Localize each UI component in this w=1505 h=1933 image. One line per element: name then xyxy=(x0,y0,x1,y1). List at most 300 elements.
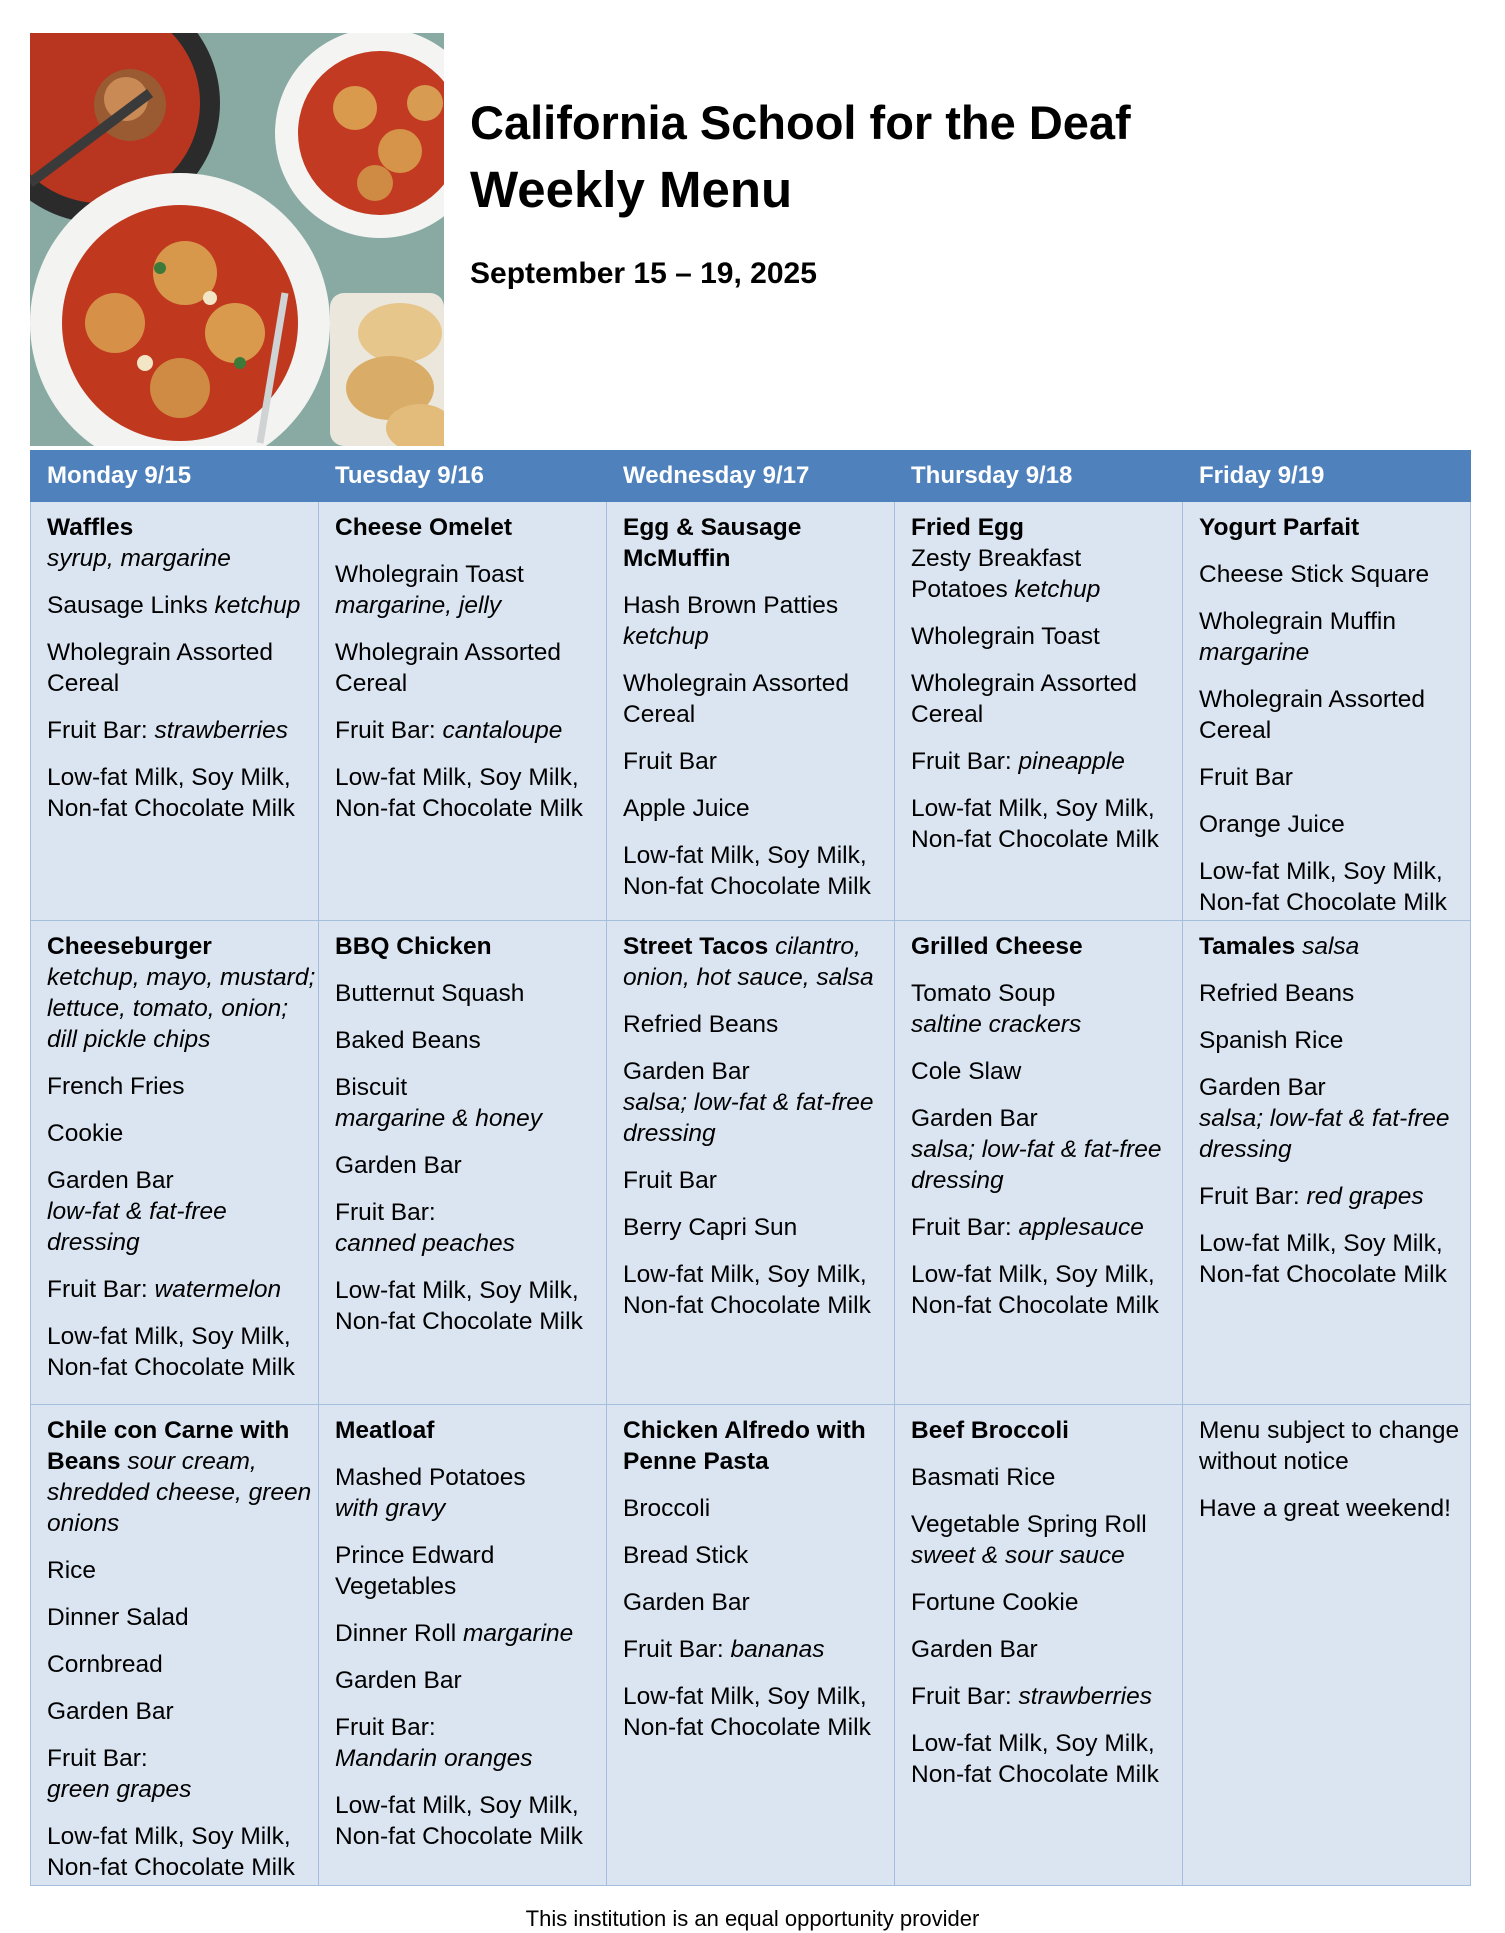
menu-item xyxy=(911,621,1180,652)
menu-row-lunch xyxy=(31,921,1471,1405)
menu-item-line xyxy=(911,1056,1180,1087)
menu-item-line xyxy=(1199,1493,1468,1524)
menu-cell xyxy=(31,921,319,1405)
page-title: Weekly Menu xyxy=(470,161,793,218)
menu-item xyxy=(623,590,892,652)
menu-text: Wholegrain Assorted Cereal xyxy=(47,639,274,697)
menu-text: Low-fat Milk, Soy Milk, Non-fat Chocolate Milk xyxy=(1199,1230,1447,1288)
menu-text: Low-fat Milk, Soy Milk, Non-fat Chocolate Milk xyxy=(1199,858,1447,916)
menu-item xyxy=(335,931,604,962)
menu-item-line xyxy=(623,1415,892,1477)
menu-item xyxy=(47,1274,316,1305)
menu-text: French Fries xyxy=(47,1073,185,1100)
menu-text: Cornbread xyxy=(47,1651,163,1678)
menu-cell xyxy=(895,1405,1183,1886)
menu-item-line xyxy=(1199,1415,1468,1477)
menu-item-line xyxy=(335,1790,604,1852)
menu-item-line xyxy=(47,715,316,746)
dish-accompaniment: low-fat & fat-free dressing xyxy=(47,1198,227,1256)
menu-item-line xyxy=(623,1259,892,1321)
menu-item-line xyxy=(911,1259,1180,1321)
menu-item xyxy=(623,931,892,993)
menu-cell xyxy=(895,921,1183,1405)
dish-accompaniment: ketchup, mayo, mustard; lettuce, tomato, onion; dill pickle chips xyxy=(47,964,316,1053)
menu-item xyxy=(47,1071,316,1102)
menu-text: Low-fat Milk, Soy Milk, Non-fat Chocolate Milk xyxy=(47,1323,295,1381)
menu-text: Cheese Stick Square xyxy=(1199,561,1430,588)
menu-text: Vegetable Spring Roll xyxy=(911,1511,1147,1538)
menu-item xyxy=(623,793,892,824)
menu-item-line xyxy=(47,1415,316,1539)
dish-accompaniment: salsa xyxy=(1302,933,1360,960)
menu-item-line xyxy=(335,1665,604,1696)
menu-text: Tomato Soup xyxy=(911,980,1056,1007)
menu-text: Wholegrain Assorted Cereal xyxy=(335,639,562,697)
menu-text: Refried Beans xyxy=(1199,980,1355,1007)
dish-accompaniment: pineapple xyxy=(1018,748,1125,775)
dish-accompaniment: watermelon xyxy=(154,1276,282,1303)
menu-item-line xyxy=(623,1681,892,1743)
dish-accompaniment: sour cream, shredded cheese, green onions xyxy=(47,1448,312,1537)
menu-text: Wholegrain Assorted Cereal xyxy=(623,670,850,728)
dish-accompaniment: red grapes xyxy=(1306,1183,1424,1210)
menu-item-line xyxy=(1199,637,1468,668)
menu-text: Spanish Rice xyxy=(1199,1027,1344,1054)
menu-text: Apple Juice xyxy=(623,795,750,822)
menu-item-line xyxy=(1199,684,1468,746)
dish-accompaniment: green grapes xyxy=(47,1776,192,1803)
menu-text: Wholegrain Assorted Cereal xyxy=(1199,686,1426,744)
dish-name: Chicken Alfredo with Penne Pasta xyxy=(623,1417,866,1475)
menu-item xyxy=(335,559,604,621)
menu-item xyxy=(911,1056,1180,1087)
menu-item-line xyxy=(335,590,604,621)
dish-name: Meatloaf xyxy=(335,1417,435,1444)
menu-item-line xyxy=(1199,809,1468,840)
menu-item xyxy=(1199,684,1468,746)
menu-item xyxy=(623,1056,892,1149)
menu-item xyxy=(911,1415,1180,1446)
menu-item xyxy=(911,1259,1180,1321)
menu-text: Wholegrain Muffin xyxy=(1199,608,1397,635)
menu-text: Garden Bar xyxy=(911,1636,1038,1663)
menu-item-line xyxy=(47,1165,316,1196)
dish-name: Street Tacos xyxy=(623,933,776,960)
menu-text: Garden Bar xyxy=(623,1589,750,1616)
menu-text: Low-fat Milk, Soy Milk, Non-fat Chocolate Milk xyxy=(911,1730,1159,1788)
dish-accompaniment: with gravy xyxy=(335,1495,446,1522)
menu-item xyxy=(335,762,604,824)
menu-item-line xyxy=(335,637,604,699)
menu-item xyxy=(335,1618,604,1649)
menu-text: Wholegrain Toast xyxy=(335,561,524,588)
menu-item xyxy=(911,978,1180,1040)
menu-item-line xyxy=(1199,1181,1468,1212)
menu-text: Garden Bar xyxy=(335,1152,462,1179)
menu-cell xyxy=(607,921,895,1405)
menu-item-line xyxy=(623,1056,892,1087)
day-header-thursday: Thursday 9/18 xyxy=(895,451,1183,502)
menu-item-line xyxy=(47,962,316,1055)
menu-item-line xyxy=(47,1555,316,1586)
menu-item-line xyxy=(47,512,316,543)
dish-accompaniment: cantaloupe xyxy=(442,717,563,744)
menu-cell xyxy=(1183,502,1471,921)
menu-item-line xyxy=(1199,559,1468,590)
menu-item-line xyxy=(623,793,892,824)
menu-cell xyxy=(895,502,1183,921)
menu-item-line xyxy=(911,1634,1180,1665)
menu-item-line xyxy=(911,1415,1180,1446)
menu-item xyxy=(623,840,892,902)
dish-accompaniment: sweet & sour sauce xyxy=(911,1542,1125,1569)
menu-item-line xyxy=(47,637,316,699)
menu-item xyxy=(911,1103,1180,1196)
menu-item-line xyxy=(623,590,892,621)
menu-item xyxy=(623,1493,892,1524)
menu-text: Fruit Bar: xyxy=(47,1276,155,1303)
menu-item-line xyxy=(911,1462,1180,1493)
menu-item-line xyxy=(1199,1025,1468,1056)
menu-item-line xyxy=(623,931,892,993)
menu-cell xyxy=(31,502,319,921)
dish-name: Chile con Carne with Beans xyxy=(47,1417,290,1475)
menu-item-line xyxy=(623,621,892,652)
menu-text: Dinner Salad xyxy=(47,1604,189,1631)
menu-item-line xyxy=(623,1493,892,1524)
dish-accompaniment: margarine xyxy=(463,1620,574,1647)
menu-item xyxy=(623,1259,892,1321)
menu-text: Bread Stick xyxy=(623,1542,749,1569)
menu-text: Fruit Bar: xyxy=(335,717,443,744)
dish-accompaniment: margarine, jelly xyxy=(335,592,502,619)
menu-item xyxy=(335,1790,604,1852)
menu-item xyxy=(1199,1072,1468,1165)
menu-item-line xyxy=(47,1118,316,1149)
dish-name: Egg & Sausage McMuffin xyxy=(623,514,802,572)
menu-item-line xyxy=(911,931,1180,962)
dish-accompaniment: ketchup xyxy=(623,623,709,650)
menu-cell xyxy=(319,502,607,921)
menu-item-line xyxy=(911,1509,1180,1540)
menu-item xyxy=(335,1197,604,1259)
menu-item-line xyxy=(47,1696,316,1727)
dish-accompaniment: saltine crackers xyxy=(911,1011,1082,1038)
menu-item-line xyxy=(911,746,1180,777)
menu-item-line xyxy=(911,543,1180,605)
menu-item-line xyxy=(47,543,316,574)
menu-text: Wholegrain Toast xyxy=(911,623,1100,650)
menu-item-line xyxy=(47,1821,316,1883)
menu-item xyxy=(335,1025,604,1056)
menu-item xyxy=(335,1462,604,1524)
dish-accompaniment: ketchup xyxy=(214,592,301,619)
menu-text: Low-fat Milk, Soy Milk, Non-fat Chocolate Milk xyxy=(623,1683,871,1741)
menu-text: Zesty Breakfast Potatoes xyxy=(911,545,1082,603)
menu-cell xyxy=(607,502,895,921)
menu-item xyxy=(623,1165,892,1196)
menu-item-line xyxy=(911,1134,1180,1196)
menu-text: Dinner Roll xyxy=(335,1620,463,1647)
dish-accompaniment: canned peaches xyxy=(335,1230,515,1257)
menu-item xyxy=(47,1696,316,1727)
menu-item-line xyxy=(335,1415,604,1446)
menu-item-line xyxy=(1199,856,1468,918)
dish-name: Beef Broccoli xyxy=(911,1417,1069,1444)
menu-item-line xyxy=(623,668,892,730)
menu-item xyxy=(47,512,316,574)
menu-text: Baked Beans xyxy=(335,1027,481,1054)
dish-accompaniment: ketchup xyxy=(1014,576,1101,603)
menu-item-line xyxy=(911,978,1180,1009)
menu-item-line xyxy=(47,1743,316,1774)
menu-text: Wholegrain Assorted Cereal xyxy=(911,670,1138,728)
dish-accompaniment: syrup, margarine xyxy=(47,545,231,572)
menu-item xyxy=(47,1743,316,1805)
menu-item-line xyxy=(335,762,604,824)
menu-item xyxy=(335,1275,604,1337)
menu-item xyxy=(623,1587,892,1618)
menu-text: Low-fat Milk, Soy Milk, Non-fat Chocolate Milk xyxy=(335,764,583,822)
menu-text: Garden Bar xyxy=(911,1105,1038,1132)
menu-item-line xyxy=(1199,1103,1468,1165)
menu-text: Low-fat Milk, Soy Milk, Non-fat Chocolate Milk xyxy=(335,1792,583,1850)
menu-item xyxy=(1199,762,1468,793)
menu-text: Menu subject to change without notice xyxy=(1199,1417,1460,1475)
menu-item xyxy=(1199,856,1468,918)
menu-text: Fruit Bar xyxy=(623,748,717,775)
menu-item xyxy=(623,1009,892,1040)
dish-name: Cheeseburger xyxy=(47,933,212,960)
menu-text: Fruit Bar xyxy=(1199,764,1293,791)
dish-name: BBQ Chicken xyxy=(335,933,492,960)
menu-item xyxy=(335,1415,604,1446)
menu-item xyxy=(335,1665,604,1696)
menu-item-line xyxy=(623,1087,892,1149)
menu-item xyxy=(335,1712,604,1774)
menu-item xyxy=(335,1540,604,1602)
menu-item xyxy=(47,1165,316,1258)
title-block xyxy=(470,92,1131,294)
menu-text: Have a great weekend! xyxy=(1199,1495,1451,1522)
menu-item-line xyxy=(47,1774,316,1805)
menu-item-line xyxy=(911,1103,1180,1134)
menu-item-line xyxy=(623,1212,892,1243)
menu-item-line xyxy=(335,1103,604,1134)
menu-item xyxy=(623,1634,892,1665)
dish-name: Grilled Cheese xyxy=(911,933,1083,960)
menu-text: Broccoli xyxy=(623,1495,711,1522)
menu-item-line xyxy=(623,1634,892,1665)
menu-item xyxy=(911,746,1180,777)
menu-item xyxy=(335,715,604,746)
menu-item-line xyxy=(335,1228,604,1259)
menu-item xyxy=(1199,1493,1468,1524)
menu-item-line xyxy=(911,668,1180,730)
menu-item xyxy=(911,1212,1180,1243)
menu-item-line xyxy=(911,512,1180,543)
menu-text: Rice xyxy=(47,1557,97,1584)
menu-item-line xyxy=(47,1071,316,1102)
menu-text: Garden Bar xyxy=(47,1698,174,1725)
menu-item-line xyxy=(911,1540,1180,1571)
menu-text: Cole Slaw xyxy=(911,1058,1022,1085)
menu-item-line xyxy=(911,793,1180,855)
menu-item-line xyxy=(335,1462,604,1493)
menu-item-line xyxy=(335,1072,604,1103)
menu-row-breakfast xyxy=(31,502,1471,921)
menu-text: Orange Juice xyxy=(1199,811,1345,838)
menu-item-line xyxy=(1199,1072,1468,1103)
menu-item xyxy=(623,1415,892,1477)
menu-text: Low-fat Milk, Soy Milk, Non-fat Chocolate Milk xyxy=(911,1261,1159,1319)
menu-item xyxy=(47,637,316,699)
menu-item-line xyxy=(335,559,604,590)
menu-item xyxy=(623,1540,892,1571)
menu-item-line xyxy=(1199,606,1468,637)
menu-text: Fruit Bar: xyxy=(911,748,1019,775)
menu-item-line xyxy=(335,1712,604,1743)
menu-cell xyxy=(1183,1405,1471,1886)
menu-item xyxy=(911,931,1180,962)
footer-notice: This institution is an equal opportunity provider xyxy=(525,1906,980,1931)
menu-item xyxy=(1199,931,1468,962)
menu-item xyxy=(1199,559,1468,590)
menu-text: Low-fat Milk, Soy Milk, Non-fat Chocolate Milk xyxy=(335,1277,583,1335)
dish-name: Yogurt Parfait xyxy=(1199,514,1360,541)
menu-item-line xyxy=(335,1493,604,1524)
menu-item xyxy=(1199,606,1468,668)
menu-text: Fruit Bar: xyxy=(1199,1183,1307,1210)
menu-item xyxy=(911,1587,1180,1618)
dish-accompaniment: margarine & honey xyxy=(335,1105,543,1132)
dish-accompaniment: applesauce xyxy=(1018,1214,1144,1241)
menu-item xyxy=(335,512,604,543)
menu-item xyxy=(623,512,892,574)
menu-item-line xyxy=(623,1540,892,1571)
menu-item-line xyxy=(47,590,316,621)
day-header-tuesday: Tuesday 9/16 xyxy=(319,451,607,502)
menu-item xyxy=(335,637,604,699)
menu-item-line xyxy=(47,931,316,962)
menu-item-line xyxy=(335,1275,604,1337)
menu-item xyxy=(335,978,604,1009)
menu-text: Fruit Bar: xyxy=(335,1714,436,1741)
menu-text: Fruit Bar: xyxy=(911,1214,1019,1241)
menu-cell xyxy=(319,921,607,1405)
menu-item xyxy=(1199,1025,1468,1056)
menu-text: Low-fat Milk, Soy Milk, Non-fat Chocolate Milk xyxy=(623,1261,871,1319)
menu-item xyxy=(47,590,316,621)
menu-item xyxy=(623,1681,892,1743)
menu-item-line xyxy=(623,512,892,574)
menu-item-line xyxy=(911,1212,1180,1243)
menu-item-line xyxy=(335,978,604,1009)
menu-cell xyxy=(31,1405,319,1886)
menu-item xyxy=(911,1681,1180,1712)
menu-item-line xyxy=(47,1196,316,1258)
menu-item-line xyxy=(47,762,316,824)
menu-item-line xyxy=(335,1150,604,1181)
menu-item xyxy=(911,1634,1180,1665)
menu-item xyxy=(1199,809,1468,840)
menu-text: Garden Bar xyxy=(623,1058,750,1085)
menu-item-line xyxy=(1199,1228,1468,1290)
menu-text: Prince Edward Vegetables xyxy=(335,1542,495,1600)
menu-item xyxy=(623,746,892,777)
school-name: California School for the Deaf xyxy=(470,96,1131,149)
menu-item xyxy=(911,1728,1180,1790)
dish-accompaniment: salsa; low-fat & fat-free dressing xyxy=(911,1136,1162,1194)
menu-text: Low-fat Milk, Soy Milk, Non-fat Chocolate Milk xyxy=(623,842,871,900)
menu-item xyxy=(47,1415,316,1539)
menu-item-line xyxy=(335,1540,604,1602)
menu-item-line xyxy=(335,512,604,543)
menu-item xyxy=(623,1212,892,1243)
menu-item xyxy=(911,1462,1180,1493)
menu-text: Fruit Bar: xyxy=(623,1636,731,1663)
menu-dates: September 15 – 19, 2025 xyxy=(470,257,817,290)
menu-item xyxy=(1199,1228,1468,1290)
menu-item xyxy=(911,793,1180,855)
menu-item xyxy=(335,1150,604,1181)
menu-text: Refried Beans xyxy=(623,1011,779,1038)
dish-name: Tamales xyxy=(1199,933,1303,960)
weekly-menu-table xyxy=(30,450,1471,1886)
dish-accompaniment: strawberries xyxy=(154,717,288,744)
menu-item xyxy=(47,931,316,1055)
menu-text: Low-fat Milk, Soy Milk, Non-fat Chocolate Milk xyxy=(47,764,295,822)
menu-item-line xyxy=(335,1618,604,1649)
menu-text: Biscuit xyxy=(335,1074,408,1101)
menu-item xyxy=(47,1555,316,1586)
menu-text: Garden Bar xyxy=(335,1667,462,1694)
menu-item-line xyxy=(335,931,604,962)
menu-text: Hash Brown Patties xyxy=(623,592,839,619)
menu-item-line xyxy=(335,1197,604,1228)
menu-text: Fortune Cookie xyxy=(911,1589,1079,1616)
menu-item-line xyxy=(1199,762,1468,793)
menu-item-line xyxy=(911,1728,1180,1790)
menu-item-line xyxy=(623,1165,892,1196)
menu-item xyxy=(47,715,316,746)
menu-text: Fruit Bar: xyxy=(47,717,155,744)
menu-item-line xyxy=(335,1743,604,1774)
menu-item xyxy=(623,668,892,730)
menu-text: Fruit Bar: xyxy=(335,1199,436,1226)
menu-item-line xyxy=(47,1602,316,1633)
dish-name: Waffles xyxy=(47,514,134,541)
menu-cell xyxy=(1183,921,1471,1405)
menu-item xyxy=(1199,1181,1468,1212)
menu-item-line xyxy=(911,621,1180,652)
menu-item xyxy=(47,1821,316,1883)
menu-item xyxy=(1199,1415,1468,1477)
hero-food-photo xyxy=(30,33,444,446)
menu-item xyxy=(47,762,316,824)
menu-item-line xyxy=(47,1274,316,1305)
dish-name: Cheese Omelet xyxy=(335,514,513,541)
menu-item xyxy=(911,1509,1180,1571)
day-header-row xyxy=(31,451,1471,502)
menu-item-line xyxy=(623,840,892,902)
menu-cell xyxy=(607,1405,895,1886)
dish-accompaniment: bananas xyxy=(730,1636,825,1663)
menu-item-line xyxy=(335,715,604,746)
day-header-wednesday: Wednesday 9/17 xyxy=(607,451,895,502)
dish-accompaniment: Mandarin oranges xyxy=(335,1745,533,1772)
menu-item xyxy=(911,512,1180,605)
